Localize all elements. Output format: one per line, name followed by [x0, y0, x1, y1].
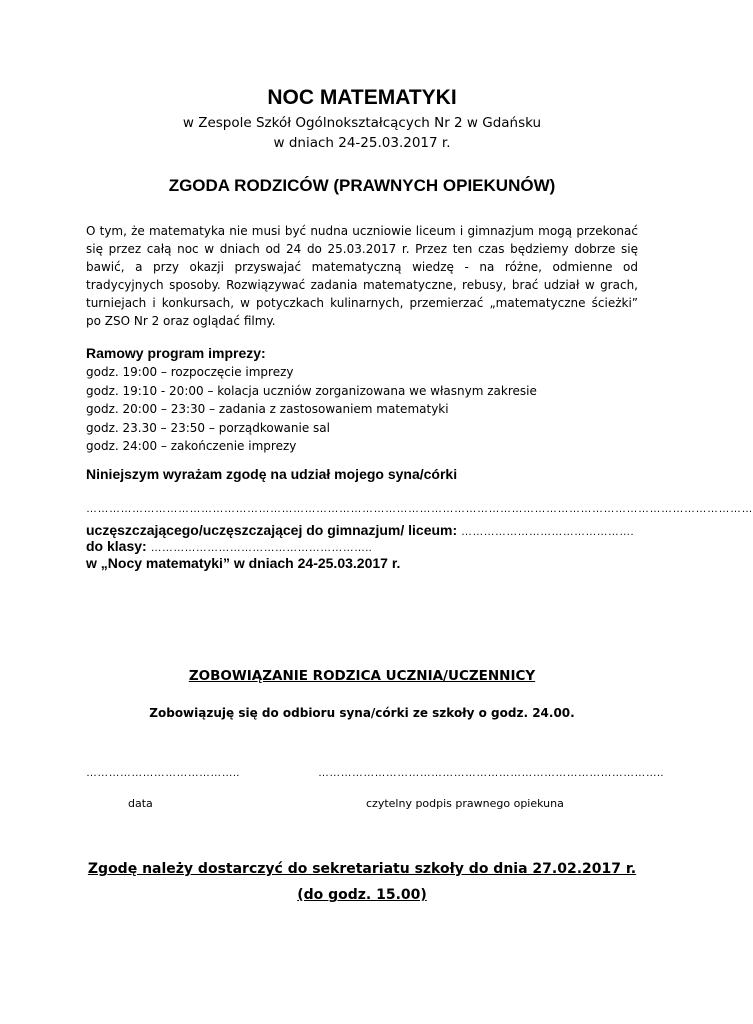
date-field[interactable]: …………………………………..: [86, 767, 240, 779]
event-statement: w „Nocy matematyki” w dniach 24-25.03.2017 r.: [86, 555, 401, 571]
school-label: uczęszczającego/uczęszczającej do gimnazjum/ liceum:: [86, 522, 458, 538]
program-item: godz. 19:10 - 20:00 – kolacja uczniów zorganizowana we własnym zakresie: [86, 383, 537, 398]
consent-title: ZGODA RODZICÓW (PRAWNYCH OPIEKUNÓW): [168, 176, 556, 195]
school-name: w Zespole Szkół Ogólnokształcących Nr 2 w Gdańsku: [182, 115, 542, 131]
school-row: [86, 522, 634, 538]
child-name-field[interactable]: …………………………………………………………………………………………………………………………………………………………: [86, 503, 753, 515]
deadline-time: (do godz. 15.00): [297, 887, 427, 903]
program-item: godz. 23.30 – 23:50 – porządkowanie sal: [86, 420, 330, 435]
page-title: NOC MATEMATYKI: [267, 86, 457, 109]
event-dates: w dniach 24-25.03.2017 r.: [273, 135, 451, 151]
program-heading: Ramowy program imprezy:: [86, 345, 266, 361]
program-item: godz. 20:00 – 23:30 – zadania z zastosowaniem matematyki: [86, 402, 449, 416]
deadline-note: Zgodę należy dostarczyć do sekretariatu szkoły do dnia 27.02.2017 r.: [87, 861, 637, 877]
date-label: data: [128, 797, 153, 810]
obligation-text: Zobowiązuję się do odbioru syna/córki ze szkoły o godz. 24.00.: [149, 706, 575, 720]
school-field[interactable]: ……………………………………….: [461, 526, 634, 538]
class-field[interactable]: …………………………………………………..: [150, 542, 373, 554]
class-row: [86, 538, 372, 554]
program-list: [86, 363, 537, 456]
class-label: do klasy:: [86, 538, 147, 554]
program-item: godz. 24:00 – zakończenie imprezy: [86, 439, 297, 453]
consent-statement: Niniejszym wyrażam zgodę na udział mojego syna/córki: [86, 466, 458, 482]
signature-field[interactable]: ………………………………………………………………………………..: [318, 767, 664, 779]
obligation-title: ZOBOWIĄZANIE RODZICA UCZNIA/UCZENNICY: [188, 668, 536, 684]
program-item: godz. 19:00 – rozpoczęcie imprezy: [86, 365, 294, 379]
signature-label: czytelny podpis prawnego opiekuna: [366, 797, 564, 810]
intro-paragraph: O tym, że matematyka nie musi być nudna uczniowie liceum i gimnazjum mogą przekonać się przez całą noc w dniach od 24 do 25.03.2017 r. Przez ten czas będziemy dobrze się bawić, a przy okazji przyswajać matematyczną wiedzę - na różne, odmienne od tradycyjnych sposoby. Rozwiązywać zadania matematyczne, rebusy, brać udział w grach, turniejach i konkursach, w potyczkach kulinarnych, przemierzać „matematyczne ścieżki” po ZSO Nr 2 oraz oglądać filmy.: [86, 224, 638, 328]
